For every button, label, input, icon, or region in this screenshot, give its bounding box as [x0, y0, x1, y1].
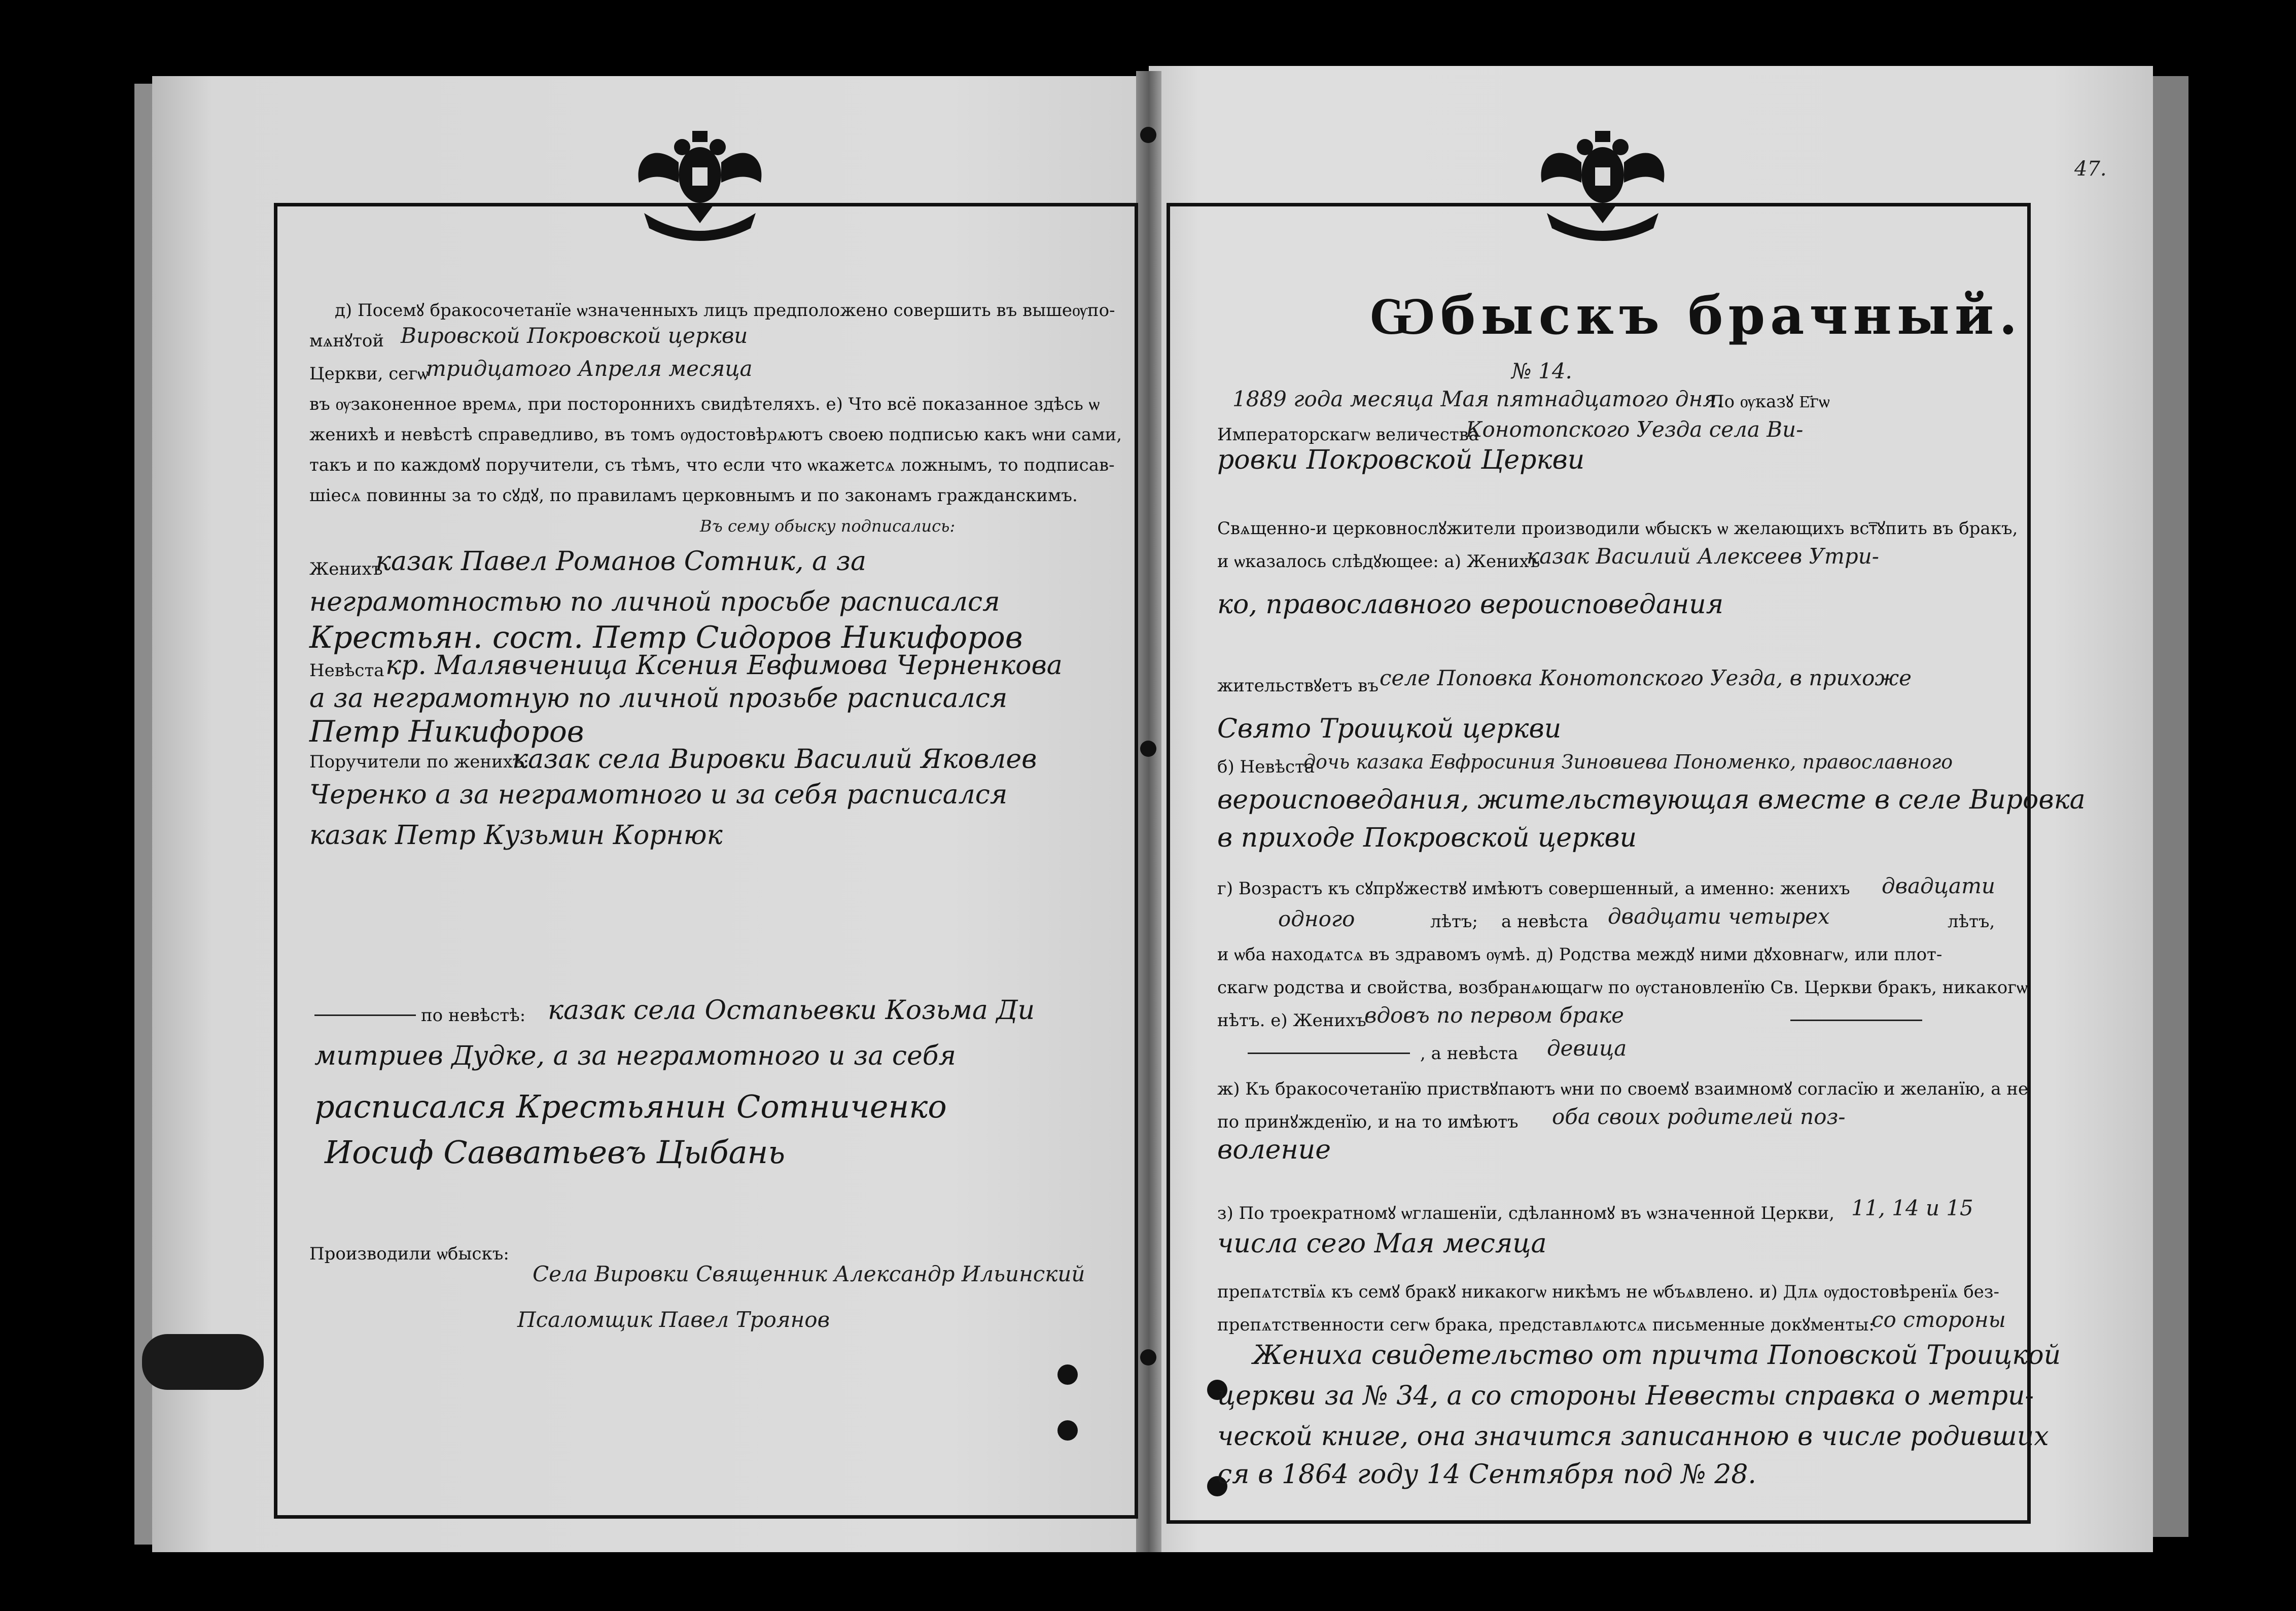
r-age-years: лѣтъ,	[1948, 912, 1995, 932]
bride-side-line: Иосиф Савватьевъ Цыбань	[325, 1134, 786, 1171]
separator-line	[1790, 1020, 1922, 1021]
r-intro-print: По ѹказꙋ Е҃гѡ	[1709, 392, 1830, 412]
r-age-print: г) Возрастъ къ сꙋпрꙋжествꙋ имѣютъ совершенный, а именно: женихъ	[1217, 879, 1850, 899]
bride-side-label: по невѣстѣ:	[421, 1005, 526, 1026]
r-health-print: скагѡ родства и свойства, возбранѧющагѡ по ѹстановленїю Св. Церкви бракъ, никакогѡ	[1217, 977, 2028, 998]
conducted-label: Производили ѡбыскъ:	[309, 1244, 509, 1264]
r-age-hand: двадцати четырех	[1608, 904, 1830, 929]
r-imped-print: препѧтственности сегѡ брака, представлѧютсѧ письменные докꙋменты:	[1217, 1315, 1875, 1335]
r-residence-hand: селе Поповка Конотопского Уезда, в прихоже	[1380, 666, 1912, 690]
sureties-line: Черенко а за неграмотного и за себя расписался	[309, 780, 1008, 810]
double-headed-eagle-emblem-icon	[624, 127, 776, 243]
sureties-label: Поручители по женихѣ:	[309, 752, 529, 772]
r-residence-print: жительствꙋетъ въ	[1217, 676, 1379, 696]
r-health-print: нѣтъ. е) Женихъ	[1217, 1010, 1366, 1031]
bride-side-line: расписался Крестьянин Сотниченко	[314, 1088, 947, 1125]
r-bride-state-hand: девица	[1547, 1036, 1627, 1061]
r-intro-print: Императорскагѡ величества	[1217, 425, 1479, 445]
left-law-line: въ ѹзаконенное времѧ, при постороннихъ свидѣтеляхъ. е) Что всё показанное здѣсь ѡ	[309, 394, 1100, 414]
record-number: № 14.	[1511, 359, 1572, 383]
conducted-line: Псаломщик Павел Троянов	[517, 1307, 830, 1332]
r-p2-hand: ко, православного вероисповедания	[1217, 589, 1724, 620]
separator-line	[1248, 1053, 1410, 1054]
left-church-hand: тридцатого Апреля месяца	[426, 356, 753, 381]
left-church-print: Церкви, сегѡ	[309, 364, 429, 384]
left-intro-print: мѧнꙋтой	[309, 331, 384, 351]
r-banns-print: з) По троекратномꙋ ѡглашенїи, сдѣланномꙋ въ ѡзначенной Церкви,	[1217, 1203, 1835, 1223]
r-doc-hand: со стороны	[1871, 1307, 2006, 1332]
bride-label: Невѣста	[309, 660, 384, 681]
binding-ring-icon	[1057, 1420, 1078, 1441]
r-bride-hand: дочь казака Евфросиния Зиновиева Пономенко, православного	[1303, 751, 1953, 773]
separator-line	[314, 1014, 416, 1016]
r-intro-hand: ровки Покровской Церкви	[1217, 445, 1585, 475]
r-intro-hand: Конотопского Уезда села Ви-	[1466, 417, 1804, 442]
left-law-line: женихѣ и невѣстѣ справедливо, въ томъ ѹдостовѣрѧютъ своею подписью какъ ѡни сами,	[309, 425, 1122, 445]
binding-string	[142, 1334, 264, 1390]
book-gutter	[1136, 71, 1161, 1552]
r-doc-hand: ческой книге, она значится записанною в числе родивших	[1217, 1421, 2049, 1452]
page-title: Ѡбыскъ брачный.	[1369, 284, 2023, 346]
r-age-hand: двадцати	[1882, 873, 1995, 898]
r-age-print: а невѣста	[1501, 912, 1588, 932]
r-banns-hand: 11, 14 и 15	[1851, 1196, 1973, 1220]
groom-line: казак Павел Романов Сотник, а за	[375, 546, 866, 577]
bride-line: Петр Никифоров	[309, 714, 584, 749]
left-signed-note: Въ сему обыску подписались:	[700, 516, 956, 536]
r-p2-print: Свѧщенно-и церковнослꙋжители производили ѡбыскъ ѡ желающихъ вст꙯ꙋпить въ бракъ,	[1217, 518, 2018, 539]
r-intro-hand: 1889 года месяца Мая пятнадцатого дня.	[1232, 387, 1724, 411]
r-banns-hand: числа сего Мая месяца	[1217, 1229, 1547, 1259]
r-doc-hand: ся в 1864 году 14 Сентября под № 28.	[1217, 1459, 1756, 1490]
r-doc-hand: Жениха свидетельство от причта Поповской Троицкой	[1253, 1340, 2061, 1371]
left-page-stack	[134, 84, 155, 1545]
r-bride-hand: в приходе Покровской церкви	[1217, 823, 1637, 853]
r-doc-hand: церкви за № 34, а со стороны Невесты справка о метри-	[1217, 1381, 2034, 1411]
right-page-stack	[2153, 76, 2188, 1537]
r-health-print: и ѡба находѧтсѧ въ здравомъ ѹмѣ. д) Родства междꙋ ними дꙋховнагѡ, или плот-	[1217, 944, 1942, 965]
page-number: 47.	[2074, 157, 2107, 181]
bride-side-line: митриев Дудке, а за неграмотного и за себя	[314, 1041, 956, 1071]
conducted-line: Села Вировки Священник Александр Ильинский	[533, 1262, 1085, 1286]
r-age-hand: одного	[1278, 906, 1355, 931]
groom-line: неграмотностью по личной просьбе расписался	[309, 587, 1000, 617]
groom-label: Женихъ	[309, 559, 383, 579]
r-consent-hand: воление	[1217, 1135, 1331, 1165]
r-age-years: лѣтъ;	[1430, 912, 1478, 932]
r-bride-hand: вероисповедания, жительствующая вместе в селе Вировка	[1217, 785, 2086, 815]
left-intro-line: д) Посемꙋ бракосочетанїе ѡзначенныхъ лицъ предположено совершить въ вышеѹпо-	[335, 300, 1115, 321]
sureties-line: казак села Вировки Василий Яковлев	[512, 744, 1037, 775]
r-marriage-hand: вдовъ по первом браке	[1364, 1003, 1624, 1028]
double-headed-eagle-emblem-icon	[1527, 127, 1679, 243]
left-law-line: такъ и по каждомꙋ поручители, съ тѣмъ, что если что ѡкажетсѧ ложнымъ, то подписав-	[309, 455, 1115, 475]
left-intro-hand: Вировской Покровской церкви	[401, 323, 748, 348]
r-residence-hand: Свято Троицкой церкви	[1217, 714, 1562, 744]
binding-ring-icon	[1140, 1349, 1156, 1365]
r-bride-print: б) Невѣста	[1217, 757, 1315, 777]
r-consent-hand: оба своих родителей поз-	[1552, 1104, 1846, 1129]
bride-side-line: казак села Остапьевки Козьма Ди	[548, 995, 1035, 1026]
r-p2-hand: казак Василий Алексеев Утри-	[1527, 544, 1879, 569]
bride-line: а за неграмотную по личной прозьбе расписался	[309, 683, 1008, 714]
binding-ring-icon	[1140, 127, 1156, 143]
r-bride-state-print: , а невѣста	[1420, 1043, 1518, 1064]
groom-line: Крестьян. сост. Петр Сидоров Никифоров	[309, 620, 1023, 655]
binding-ring-icon	[1057, 1364, 1078, 1385]
left-law-line: шіесѧ повинны за то сꙋдꙋ, по правиламъ церковнымъ и по законамъ гражданскимъ.	[309, 485, 1078, 506]
r-consent-print: ж) Къ бракосочетанїю приствꙋпаютъ ѡни по своемꙋ взаимномꙋ согласїю и желанїю, а не	[1217, 1079, 2029, 1099]
binding-ring-icon	[1140, 741, 1156, 757]
sureties-line: казак Петр Кузьмин Корнюк	[309, 820, 723, 851]
r-imped-print: препѧтствїѧ къ семꙋ бракꙋ никакогѡ никѣмъ не ѡбъѧвлено. и) Длѧ ѹдостовѣренїѧ без-	[1217, 1282, 1999, 1302]
bride-line: кр. Малявченица Ксения Евфимова Черненкова	[385, 650, 1063, 681]
r-p2-print: и ѡказалось слѣдꙋющее: а) Женихъ	[1217, 551, 1540, 572]
r-consent-print: по принꙋжденїю, и на то имѣютъ	[1217, 1112, 1518, 1132]
